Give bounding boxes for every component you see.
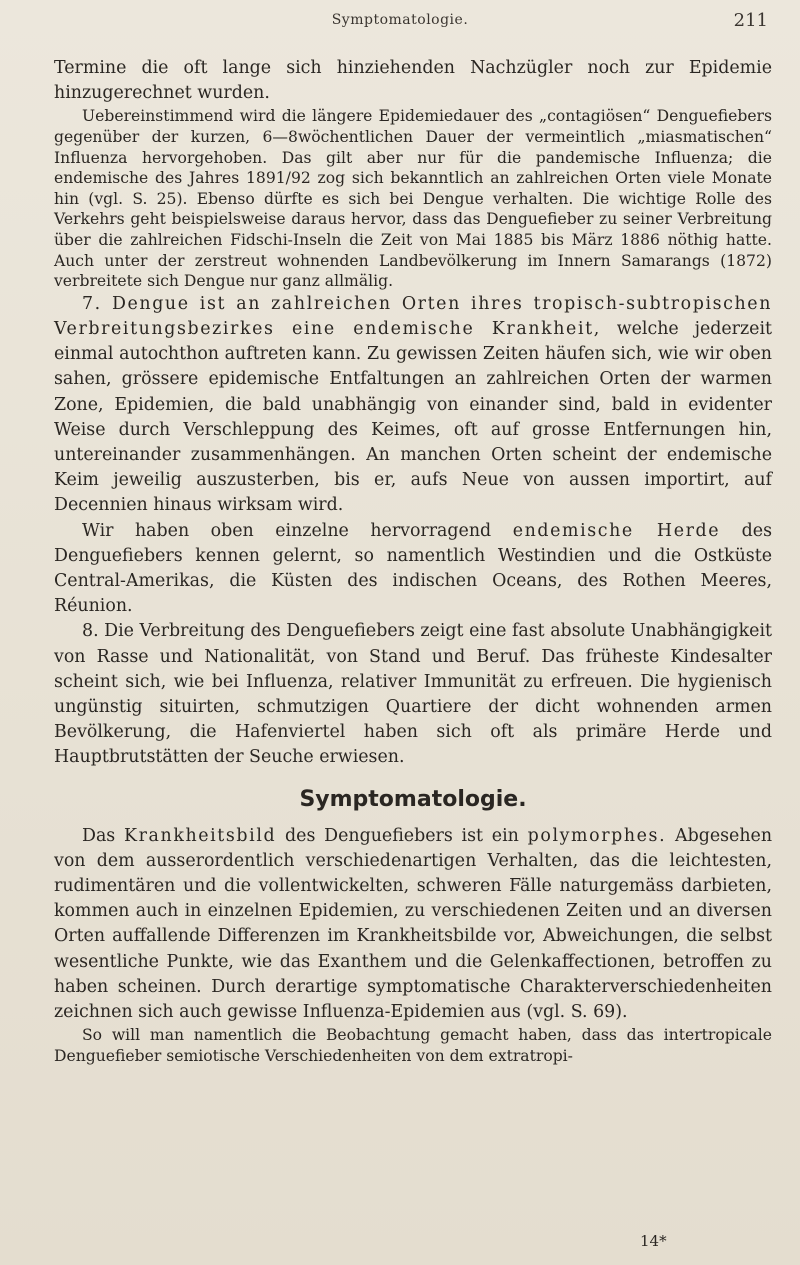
paragraph-4-a: Wir haben oben einzelne hervorragend — [82, 520, 492, 541]
paragraph-3 — [54, 292, 772, 519]
paragraph-6-c: des Denguefiebers ist ein — [285, 825, 519, 846]
paragraph-3-lead: 7. Dengue ist an zahlreichen Orten ihres tropisch-subtropischen Verbreitungsbezirkes eine endemische Krankheit, — [54, 293, 772, 339]
paragraph-1: Termine die oft lange sich hinziehenden Nachzügler noch zur Epidemie hinzugerechnet wurden. — [54, 58, 772, 104]
paragraph-6-e: Abgesehen von dem ausserordentlich verschiedenartigen Verhalten, das die leichtesten, rudimentären und die vollentwickelten, schweren Fälle naturgemäss darbieten, kommen auch in einzelnen Epidemien, zu verschiedenen Zeiten und an diversen Orten auffallende Differenzen im Krankheitsbilde vor, Abweichungen, die selbst wesentliche Punkte, wie das Exanthem und die Gelenkaffectionen, betroffen zu haben scheinen. Durch derartige symptomatische Charakterverschiedenheiten zeichnen sich auch gewisse Influenza-Epidemien aus (vgl. S. 69). — [54, 825, 773, 1023]
paragraph-4-c: des Denguefiebers kennen gelernt, so namentlich Westindien und die Ostküste Central-Amerikas, die Küsten des indischen Oceans, des Rothen Meeres, Réunion. — [54, 520, 773, 617]
paragraph-5: 8. Die Verbreitung des Denguefiebers zeigt eine fast absolute Unabhängigkeit von Rasse und Nationalität, von Stand und Beruf. Das früheste Kindesalter scheint sich, wie bei Influenza, relativer Immunität zu erfreuen. Die hygienisch ungünstig situirten, schmutzigen Quartiere der dicht wohnenden armen Bevölkerung, die Hafenviertel haben sich oft als primäre Herde und Hauptbrutstätten der Seuche erwiesen. — [54, 621, 772, 768]
paragraph-3-rest: welche jederzeit einmal autochthon auftreten kann. Zu gewissen Zeiten häufen sich, wie wir oben sahen, grössere epidemische Entfaltungen an zahlreichen Orten der warmen Zone, Epidemien, die bald unabhängig von einander sind, bald in evidenter Weise durch Verschleppung des Keimes, oft auf grosse Entfernungen hin, untereinander zusammenhängen. An manchen Orten scheint der endemische Keim jeweilig auszusterben, bis er, aufs Neue von aussen importirt, auf Decennien hinaus wirksam wird. — [54, 318, 772, 516]
paragraph-6-d: polymorphes. — [527, 825, 667, 846]
paragraph-6 — [54, 824, 772, 1026]
paragraph-6-a: Das — [82, 825, 116, 846]
signature-mark: 14* — [640, 1232, 667, 1250]
paragraph-7: So will man namentlich die Beobachtung gemacht haben, dass das intertropicale Denguefieber semiotische Verschiedenheiten von dem extratropi- — [54, 1026, 772, 1065]
page-number: 211 — [733, 10, 768, 31]
running-title: Symptomatologie. — [331, 12, 469, 28]
paragraph-2: Uebereinstimmend wird die längere Epidemiedauer des „contagiösen“ Denguefiebers gegenüber der kurzen, 6—8wöchentlichen Dauer der vermeintlich „miasmatischen“ Influenza hervorgehoben. Das gilt aber nur für die pandemische Influenza; die endemische des Jahres 1891/92 zog sich bekanntlich an zahlreichen Orten viele Monate hin (vgl. S. 25). Ebenso dürfte es sich bei Dengue verhalten. Die wichtige Rolle des Verkehrs geht beispielsweise daraus hervor, dass das Denguefieber zu seiner Verbreitung über die zahlreichen Fidschi-Inseln die Zeit von Mai 1885 bis März 1886 nöthig hatte. Auch unter der zerstreut wohnenden Landbevölkerung im Innern Samarangs (1872) verbreitete sich Dengue nur ganz allmälig. — [54, 107, 772, 291]
section-title: Symptomatologie. — [299, 786, 527, 812]
paragraph-4-b: endemische Herde — [512, 520, 721, 541]
paragraph-4 — [54, 519, 772, 620]
body-text — [54, 56, 772, 1066]
paragraph-6-b: Krankheitsbild — [124, 825, 277, 846]
